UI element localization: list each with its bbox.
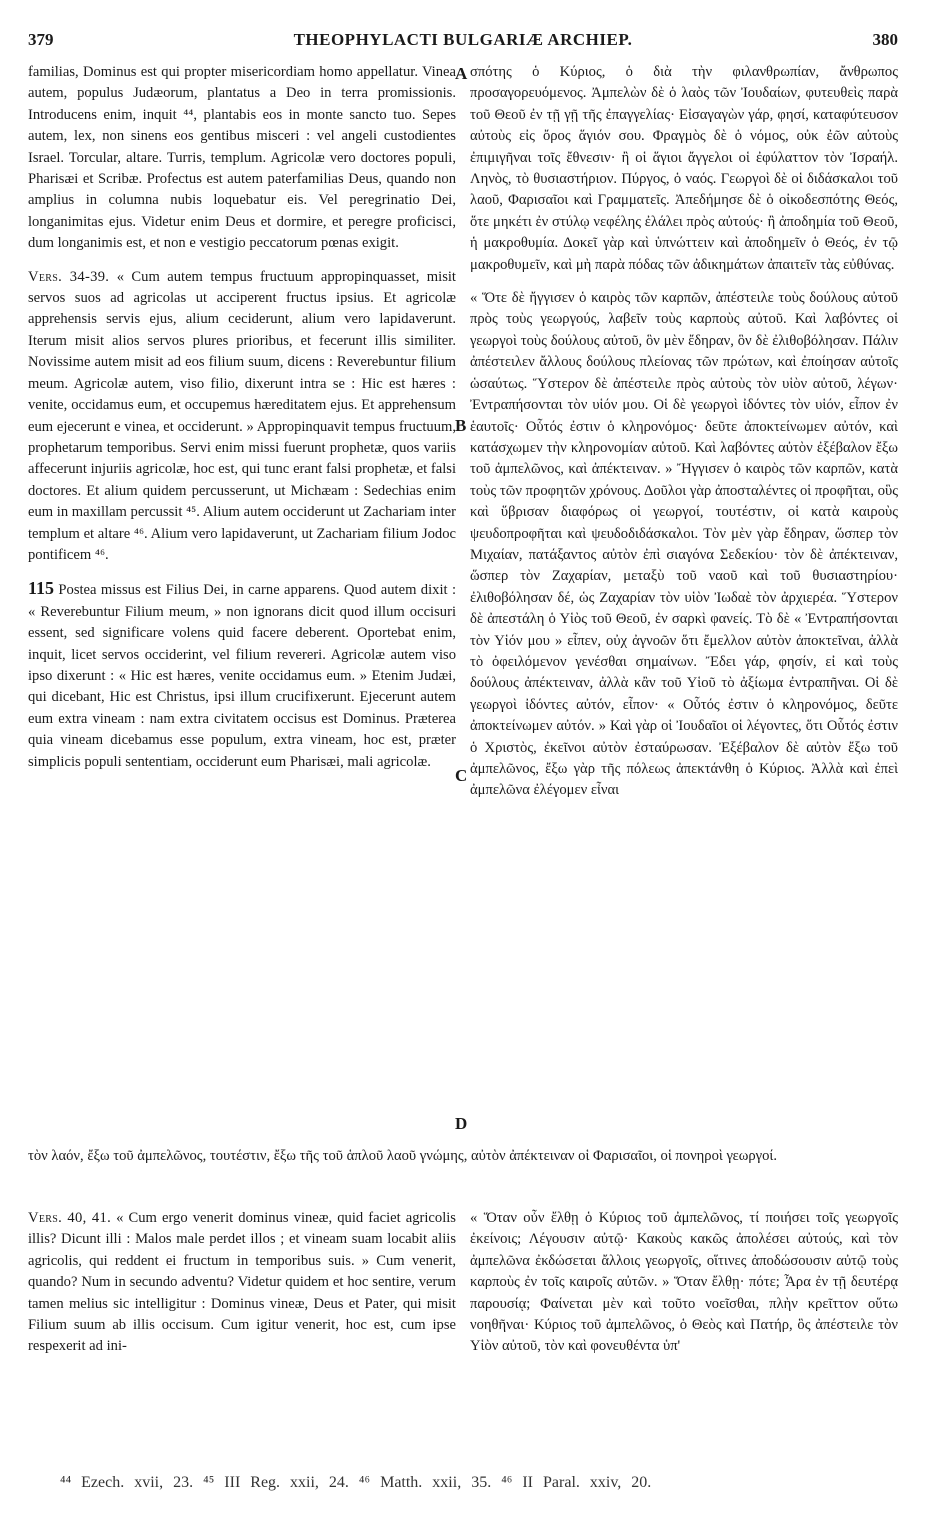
margin-marker-d: D xyxy=(455,1114,468,1133)
greek-paragraph-2: « Ὅτε δὲ ἤγγισεν ὁ καιρὸς τῶν καρπῶν, ἀπέστειλε τοὺς δούλους αὐτοῦ πρὸς τοὺς γεωργούς, λαβεῖν τοὺς καρποὺς αὐτοῦ. Καὶ λαβόντες οἱ γεωργοὶ τοὺς δούλους αὐτοῦ, ὃν μὲν ἔδηραν, ὃν δὲ ἐλιθοβόλησαν. Πάλιν ἀπέστειλεν ἄλλους δούλους πλείονας τῶν πρώτων, καὶ ἐποίησαν αὐτοῖς ὡσαύτως. Ὕστερον δὲ ἀπέστειλε πρὸς αὐτοὺς τὸν υἱὸν αὐτοῦ, λέγων· Ἐντραπήσονται τὸν υἱόν μου. Οἱ δὲ γεωργοὶ ἰδόντες τὸν υἱόν, εἶπον ἐν ἑαυτοῖς· Οὗτός ἐστιν ὁ κληρονόμος· δεῦτε ἀποκτείνωμεν αὐτόν, καὶ κατάσχωμεν τὴν κληρονομίαν αὐτοῦ. Καὶ λαβόντες αὐτὸν ἐξέβαλον ἔξω τοῦ ἀμπελῶνος, καὶ ἀπέκτειναν. » Ἤγγισεν ὁ καιρὸς τῶν καρπῶν, κατὰ τοὺς τῶν προφητῶν χρόνους. Δοῦλοι γὰρ ἀποσταλέντες οἱ προφῆται, οὓς καὶ ὕβρισαν διαφόρως οἱ γεωργοί, τουτέστιν, οἱ κατὰ καιροὺς ψευδοπροφῆται καὶ ψευδοδιδάσκαλοι. Τὸν μὲν γὰρ ἔδηραν, ὥσπερ τὸν Μιχαίαν, πατάξαντος αὐτὸν ἐπὶ σιαγόνα Σεδεκίου· τὸν δὲ ἀπέκτειναν, ὥσπερ τὸν Ζαχαρίαν, μεταξὺ τοῦ ναοῦ καὶ τοῦ θυσιαστηρίου· ἐλιθοβόλησαν δέ, ὡς Ζαχαρίαν τὸν υἱὸν Ἰωδαὲ τὸν ἀρχιερέα. Ὕστερον δὲ ἀπεστάλη ὁ Υἱὸς τοῦ Θεοῦ, ἐν σαρκὶ φανείς. Τὸ δὲ « Ἐντραπήσονται τὸν Υἱόν μου » εἶπεν, οὐχ ἀγνοῶν ὅτι ἔμελλον αὐτὸν ἀποκτεῖναι, ἀλλὰ τὸ ὀφειλόμενον γενέσθαι σημαίνων. Ἔδει γάρ, φησίν, εἰ καὶ τοὺς δούλους ἀπέκτειναν, ἀλλὰ κἂν τοῦ Υἱοῦ τὸ ἀξίωμα ἐντραπῆναι. Οἱ δὲ γεωργοὶ ἰδόντες αὐτόν, εἶπον· « Οὗτός ἐστιν ὁ κληρονόμος, δεῦτε ἀποκτείνωμεν αὐτόν. » Καὶ γὰρ οἱ Ἰουδαῖοι οἱ λέγοντες, ὅτι Οὗτός ἐστιν ὁ Χριστὸς, ἐκεῖνοι αὐτὸν ἐσταύρωσαν. Ἐξέβαλον δὲ αὐτὸν ἔξω τοῦ ἀμπελῶνος, ἔξω γὰρ τῆς πόλεως ἀπεκτάνθη ὁ Κύριος. Ἀλλὰ καὶ ἐπεὶ ἀμπελῶνα ἐλέγομεν εἶναι xyxy=(470,290,898,799)
latin-paragraph-3-text: Postea missus est Filius Dei, in carne apparens. Quod autem dixit : « Reverebuntur Filium meum, » non ignorans dicit quod illum occisuri essent, sed significare volens quid facere deberent. Oportebat enim, inquit, licet servos occiderint, vel filium revereri. Agricolæ autem viso ipso dixerunt : « Hic est hæres, venite occidamus eum. » Etenim Judæi, qui dicebant, Hic est Christus, ipsi illum crucifixerunt. Ejecerunt autem eum extra vineam : nam extra civitatem occisus est Dominus. Præterea quia vineam dicebamus esse populum, extra vineam, hoc est, præter simplicis populi sententiam, occiderunt eum Pharisæi, mali agricolæ. xyxy=(28,582,456,770)
verse-label: Vers. 40, 41. xyxy=(28,1210,112,1226)
column-number-115: 115 xyxy=(28,578,55,599)
greek-column xyxy=(470,62,898,802)
left-column-number: 379 xyxy=(28,30,54,49)
right-column-number: 380 xyxy=(872,30,898,49)
page-header xyxy=(28,30,898,56)
verse-label: Vers. 34-39. xyxy=(28,268,110,285)
greek-paragraph-1: σπότης ὁ Κύριος, ὁ διὰ τὴν φιλανθρωπίαν, ἄνθρωπος προσαγορευόμενος. Ἀμπελὼν δὲ ὁ λαὸς τῶν Ἰουδαίων, φυτευθεὶς παρὰ τοῦ Θεοῦ ἐν τῇ γῇ τῆς ἐπαγγελίας· Εἰσαγαγὼν γάρ, φησί, καταφύτευσον αὐτοὺς εἰς ὄρος ἅγιόν σου. Φραγμὸς δὲ ὁ νόμος, οὐκ ἐῶν αὐτοὺς ἐπιμιγῆναι τοῖς ἔθνεσιν· ἢ οἱ ἅγιοι ἄγγελοι οἱ ἐφύλαττον τὸν Ἰσραήλ. Ληνὸς, τὸ θυσιαστήριον. Πύργος, ὁ ναός. Γεωργοὶ δὲ οἱ διδάσκαλοι τοῦ λαοῦ, Φαρισαῖοι καὶ Γραμματεῖς. Ἀπεδήμησε δὲ ὁ οἰκοδεσπότης Θεός, ὅτε μηκέτι ἐν στύλῳ νεφέλης ἐλάλει πρὸς αὐτούς· ἢ ἀποδημία τοῦ Θεοῦ, ἡ μακροθυμία. Δοκεῖ γὰρ καὶ ὑπνώττειν καὶ ἀποδημεῖν ὁ Θεός, ἐν τῷ μακροθυμεῖν, καὶ μὴ παρὰ πόδας τῶν ἀδικημάτων ἀπαιτεῖν τὰς εὐθύνας. xyxy=(470,64,898,273)
latin-verse-40-41-text: « Cum ergo venerit dominus vineæ, quid faciet agricolis illis? Dicunt illi : Malos male perdet illos ; et vineam suam locabit aliis agricolis, qui reddent ei fructum in temporibus suis. » Cum venerit, quando? Num in secundo adventu? Videtur quidem et hoc sentire, verum tamen melius sic intelligitur : Dominus vineæ, Deus et Pater, qui misit Filium suum ab illis occisum. Cum igitur venerit, hoc est, cum ipse respexerit ad ini- xyxy=(28,1210,456,1355)
greek-spanning-line: τὸν λαόν, ἔξω τοῦ ἀμπελῶνος, τουτέστιν, ἔξω τῆς τοῦ ἁπλοῦ λαοῦ γνώμης, αὐτὸν ἀπέκτειναν οἱ Φαρισαῖοι, οἱ πονηροὶ γεωργοί. xyxy=(28,1148,777,1164)
latin-column xyxy=(28,62,456,773)
running-title: THEOPHYLACTI BULGARIÆ ARCHIEP. xyxy=(293,30,633,49)
latin-paragraph-2 xyxy=(28,267,456,567)
latin-verse-40-41 xyxy=(28,1208,456,1358)
greek-verse-40-41: « Ὅταν οὖν ἔλθῃ ὁ Κύριος τοῦ ἀμπελῶνος, τί ποιήσει τοῖς γεωργοῖς ἐκείνοις; Λέγουσιν αὐτῷ· Κακοὺς κακῶς ἀπολέσει αὐτούς, καὶ τὸν ἀμπελῶνα ἐκδώσεται ἄλλοις γεωργοῖς, οἵτινες ἀποδώσουσιν αὐτῷ τοὺς καρποὺς ἐν τοῖς καιροῖς αὐτῶν. » Ὅταν ἔλθῃ· πότε; Ἆρα ἐν τῇ δευτέρᾳ παρουσίᾳ; Φαίνεται μὲν καὶ τοῦτο νοεῖσθαι, πλὴν κρεῖττον οὕτω νοηθῆναι· Κύριος τοῦ ἀμπελῶνος, ὁ Θεὸς καὶ Πατήρ, ὃς ἀπέστειλε τὸν Υἱὸν αὐτοῦ, τὸν καὶ φονευθέντα ὑπ' xyxy=(470,1210,898,1355)
latin-paragraph-2-text: « Cum autem tempus fructuum appropinquasset, misit servos suos ad agricolas ut acciperent fructus ipsius. Et agricolæ apprehensis servis ejus, alium ceciderunt, alium vero lapidaverunt. Iterum misit alios servos plures prioribus, et fecerunt illis similiter. Novissime autem misit ad eos filium suum, dicens : Reverebuntur filium meum. Agricolæ autem, viso filio, dixerunt intra se : Hic est hæres : venite, occidamus eum, et occupemus hæreditatem ejus. Et apprehensum eum ejecerunt e vinea, et occiderunt. » Appropinquavit tempus fructuum, prophetarum temporibus. Servi enim missi fuerunt prophetæ, quos variis affecerunt injuriis agricolæ, hoc est, qui tunc erant falsi prophetæ, et falsi doctores. Et alium quidem percusserunt, ut Michæam : Sedechias enim eum in maxillam percussit ⁴⁵. Alium autem occiderunt ut Zachariam inter templum et altare ⁴⁶. Alium vero lapidaverunt, ut Zachariam filium Jodoc pontificem ⁴⁶. xyxy=(28,268,456,563)
margin-marker-b: B xyxy=(455,416,467,435)
margin-marker-c: C xyxy=(455,766,468,785)
latin-paragraph-1: familias, Dominus est qui propter misericordiam homo appellatur. Vinea autem, populus Judæorum, plantatus a Deo in terra promissionis. Introducens enim, inquit ⁴⁴, plantabis eos in monte sancto tuo. Sepes autem, lex, non sinens eos gentibus misceri : vel angeli custodientes Israel. Torcular, altare. Turris, templum. Agricolæ vero doctores populi, Pharisæi et Scribæ. Profectus est autem paterfamilias Deus, quando non amplius in columna nubis loquebatur eis. Vel peregrinatio Dei, longanimitas ejus. Videtur enim Deus et dormire, et peregre proficisci, dum longanimis est, et non e vestigio peccatorum pœnas exigit. xyxy=(28,64,456,252)
margin-marker-a: A xyxy=(455,64,468,83)
footnotes: ⁴⁴ Ezech. xvii, 23. ⁴⁵ III Reg. xxii, 24. ⁴⁶ Matth. xxii, 35. ⁴⁶ II Paral. xxiv, 20. xyxy=(60,1474,652,1491)
latin-paragraph-3 xyxy=(28,578,456,773)
